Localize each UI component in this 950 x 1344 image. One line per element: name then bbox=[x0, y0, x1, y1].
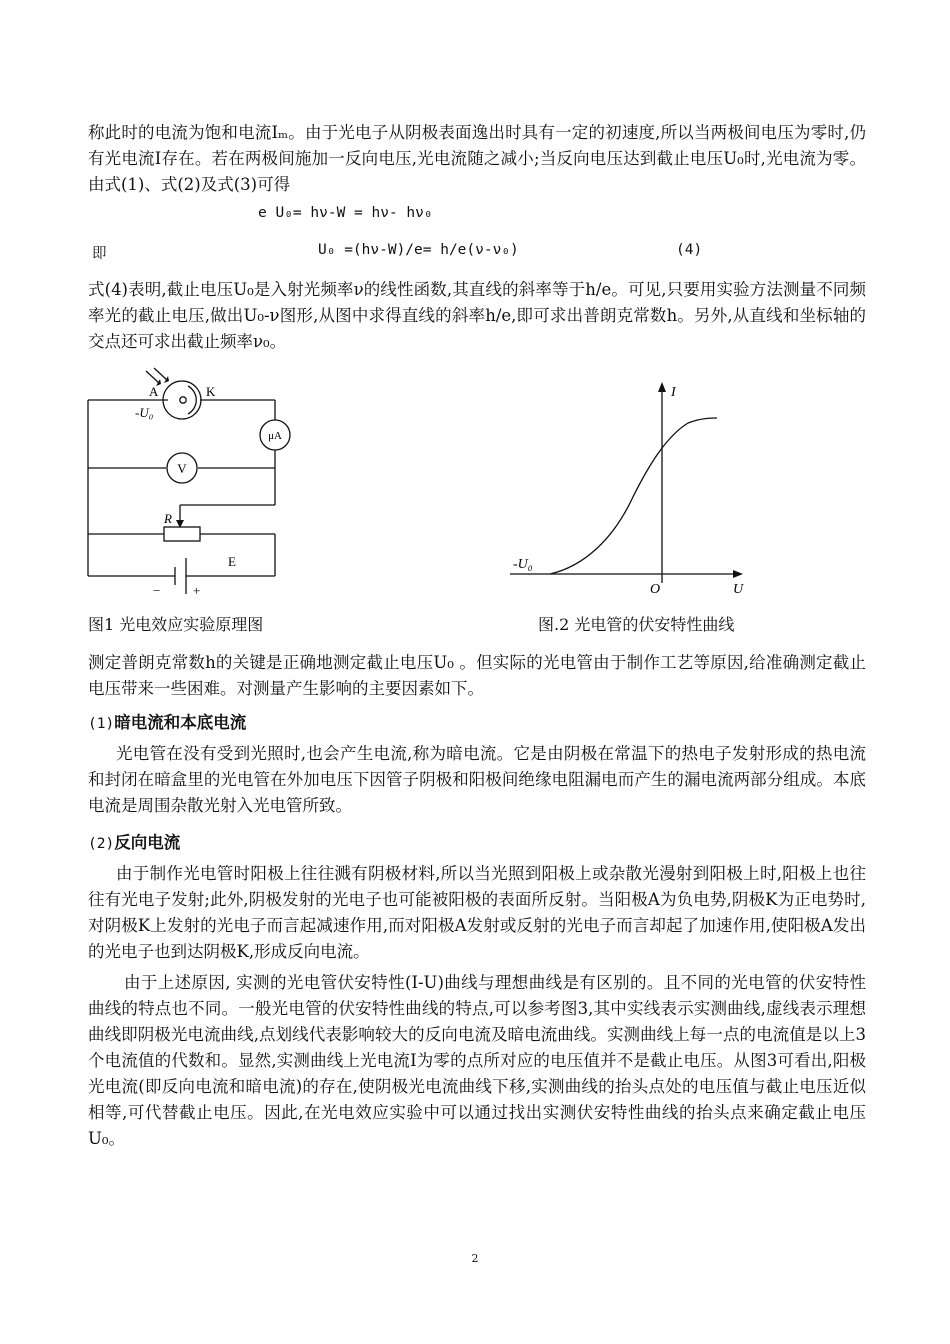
conclusion-paragraph: 由于上述原因, 实测的光电管伏安特性(I-U)曲线与理想曲线是有区别的。且不同的光电管的伏安特性曲线的特点也不同。一般光电管的伏安特性曲线的特点,可以参考图3,其中实线表示实测曲线,虚线表示理想曲线即阴极光电流曲线,点划线代表影响较大的反向电流及暗电流曲线。实测曲线上每一点的电流值是以上3个电流值的代数和。显然,实测曲线上光电流I为零的点所对应的电压值并不是截止电压。从图3可看出,阳极光电流(即反向电流和暗电流)的存在,使阴极光电流曲线下移,实测曲线的抬头点处的电压值与截止电压近似相等,可代替截止电压。因此,在光电效应实验中可以通过找出实测伏安特性曲线的抬头点来确定截止电压U₀。 bbox=[88, 973, 866, 1148]
section1-number: (1) bbox=[88, 716, 115, 732]
phototube-symbol bbox=[163, 381, 201, 419]
label-battery: E bbox=[228, 554, 236, 569]
label-anode: A bbox=[149, 384, 159, 399]
figure1-circuit bbox=[80, 362, 305, 602]
label-microammeter: μA bbox=[268, 430, 282, 442]
label-plus: + bbox=[193, 583, 201, 598]
figure2-caption: 图.2 光电管的伏安特性曲线 bbox=[538, 615, 735, 634]
label-rheostat: R bbox=[164, 511, 172, 526]
figure2-iv-curve bbox=[505, 378, 775, 600]
equation-2-prefix: 即 bbox=[92, 246, 107, 262]
equation-2-number: (4) bbox=[676, 242, 703, 258]
intro-paragraph: 称此时的电流为饱和电流Iₘ。由于光电子从阴极表面逸出时具有一定的初速度,所以当两极间电压为零时,仍有光电流I存在。若在两极间施加一反向电压,光电流随之减小;当反向电压达到截止电压U₀时,光电流为零。由式(1)、式(2)及式(3)可得 bbox=[88, 123, 866, 194]
figure1-caption: 图1 光电效应实验原理图 bbox=[88, 615, 264, 634]
label-cutoff-voltage: -U₀ bbox=[513, 557, 533, 572]
label-cathode: K bbox=[206, 384, 216, 399]
label-origin: O bbox=[650, 582, 661, 597]
section2-title: 反向电流 bbox=[114, 833, 181, 852]
section1-title: 暗电流和本底电流 bbox=[114, 713, 247, 732]
section1-heading bbox=[88, 709, 246, 733]
section2-paragraph: 由于制作光电管时阳极上往往溅有阴极材料,所以当光照到阳极上或杂散光漫射到阳极上时,阳极上也往往有光电子发射;此外,阴极发射的光电子也可能被阳极的表面所反射。当阳极A为负电势,阴极K为正电势时,对阴极K上发射的光电子而言起减速作用,而对阳极A发射或反射的光电子而言却起了加速作用,使阳极A发出的光电子也到达阴极K,形成反向电流。 bbox=[88, 864, 866, 961]
rheostat-symbol bbox=[164, 527, 200, 541]
label-voltmeter: V bbox=[177, 461, 187, 476]
characteristic-curve bbox=[550, 418, 717, 574]
explain-paragraph: 式(4)表明,截止电压U₀是入射光频率ν的线性函数,其直线的斜率等于h/e。可见,只要用实验方法测量不同频率光的截止电压,做出U₀-ν图形,从图中求得直线的斜率h/e,即可求出普朗克常数h。另外,从直线和坐标轴的交点还可求出截止频率ν₀。 bbox=[88, 280, 866, 351]
section1-paragraph: 光电管在没有受到光照时,也会产生电流,称为暗电流。它是由阴极在常温下的热电子发射形成的热电流和封闭在暗盒里的光电管在外加电压下因管子阴极和阳极间绝缘电阻漏电而产生的漏电流两部分组成。本底电流是周围杂散光射入光电管所致。 bbox=[88, 744, 866, 815]
label-u0: -U₀ bbox=[135, 405, 154, 420]
section2-heading bbox=[88, 829, 180, 853]
label-axis-u: U bbox=[733, 582, 744, 597]
equation-1: e U₀= hν-W = hν- hν₀ bbox=[258, 205, 433, 221]
equation-2: U₀ =(hν-W)/e= h/e(ν-ν₀) bbox=[318, 242, 519, 258]
label-axis-i: I bbox=[671, 385, 676, 400]
page-number: 2 bbox=[471, 1252, 479, 1265]
section2-number: (2) bbox=[88, 836, 115, 852]
measure-paragraph: 测定普朗克常数h的关键是正确地测定截止电压U₀ 。但实际的光电管由于制作工艺等原因,给准确测定截止电压带来一些困难。对测量产生影响的主要因素如下。 bbox=[88, 653, 866, 698]
label-minus: − bbox=[153, 583, 161, 598]
